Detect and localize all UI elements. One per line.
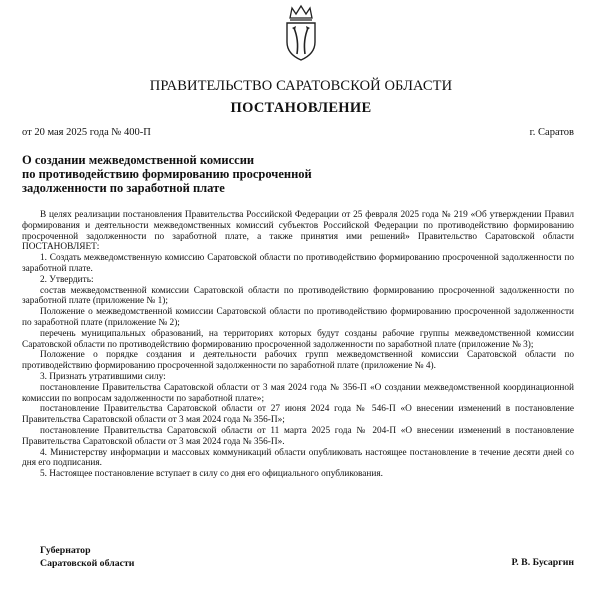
body-paragraph: 2. Утвердить: <box>40 274 94 285</box>
body-paragraph: В целях реализации постановления Правительства Российской Федерации от 25 февраля 2025 года № 219 «Об утверждении Правил формирования и деятельности межведомственных комиссий субъектов Российской Федерации по противодействию формированию просроченной задолженности по заработной плате, а также принятия ими решений» Правительство Саратовской области ПОСТАНОВЛЯЕТ: <box>22 210 574 253</box>
signatory-position-line: Губернатор <box>40 545 91 556</box>
document-title <box>22 153 402 195</box>
body-paragraph: 5. Настоящее постановление вступает в силу со дня его официального опубликования. <box>40 469 383 480</box>
body-paragraph: перечень муниципальных образований, на территориях которых будут созданы рабочие группы межведомственной комиссии Саратовской области по противодействию формированию просроченной задолженности по заработной плате (приложение № 3); <box>22 328 574 350</box>
signatory-position-line: Саратовской области <box>40 557 135 569</box>
government-name: ПРАВИТЕЛЬСТВО САРАТОВСКОЙ ОБЛАСТИ <box>149 78 453 94</box>
title-line: по противодействию формированию просроченной <box>22 167 312 181</box>
document-city: г. Саратов <box>529 127 574 138</box>
body-paragraph: постановление Правительства Саратовской области от 27 июня 2024 года № 546-П «О внесении изменений в постановление Правительства Саратовской области от 3 мая 2024 года № 356-П»; <box>22 404 574 426</box>
body-paragraph: постановление Правительства Саратовской области от 3 мая 2024 года № 356-П «О создании межведомственной координационной комиссии по вопросам задолженности по заработной плате»; <box>22 382 574 404</box>
saratov-coat-of-arms-icon <box>282 4 320 62</box>
body-paragraph: постановление Правительства Саратовской области от 11 марта 2025 года № 204-П «О внесении изменений в постановление Правительства Саратовской области от 3 мая 2024 года № 356-П». <box>22 425 574 447</box>
signatory-name: Р. В. Бусаргин <box>511 557 574 568</box>
title-line: задолженности по заработной плате <box>22 181 225 195</box>
body-paragraph: Положение о порядке создания и деятельности рабочих групп межведомственной комиссии Саратовской области по противодействию формированию просроченной задолженности по заработной плате (приложение № 4). <box>22 350 574 372</box>
body-paragraph: 3. Признать утратившими силу: <box>40 371 166 382</box>
body-paragraph: состав межведомственной комиссии Саратовской области по противодействию формированию просроченной задолженности по заработной плате (приложение № 1); <box>22 285 574 307</box>
body-paragraph: 4. Министерству информации и массовых коммуникаций области опубликовать настоящее постановление в течение десяти дней со дня его подписания. <box>22 447 574 469</box>
signatory-position <box>40 545 134 570</box>
title-line: О создании межведомственной комиссии <box>22 153 255 167</box>
document-date-number: от 20 мая 2025 года № 400-П <box>22 127 151 138</box>
body-paragraph: Положение о межведомственной комиссии Саратовской области по противодействию формированию просроченной задолженности по заработной плате (приложение № 2); <box>22 307 574 328</box>
document-type: ПОСТАНОВЛЕНИЕ <box>230 100 372 116</box>
document-body <box>22 210 574 480</box>
body-paragraph: 1. Создать межведомственную комиссию Саратовской области по противодействию формированию просроченной задолженности по заработной плате. <box>22 253 574 274</box>
